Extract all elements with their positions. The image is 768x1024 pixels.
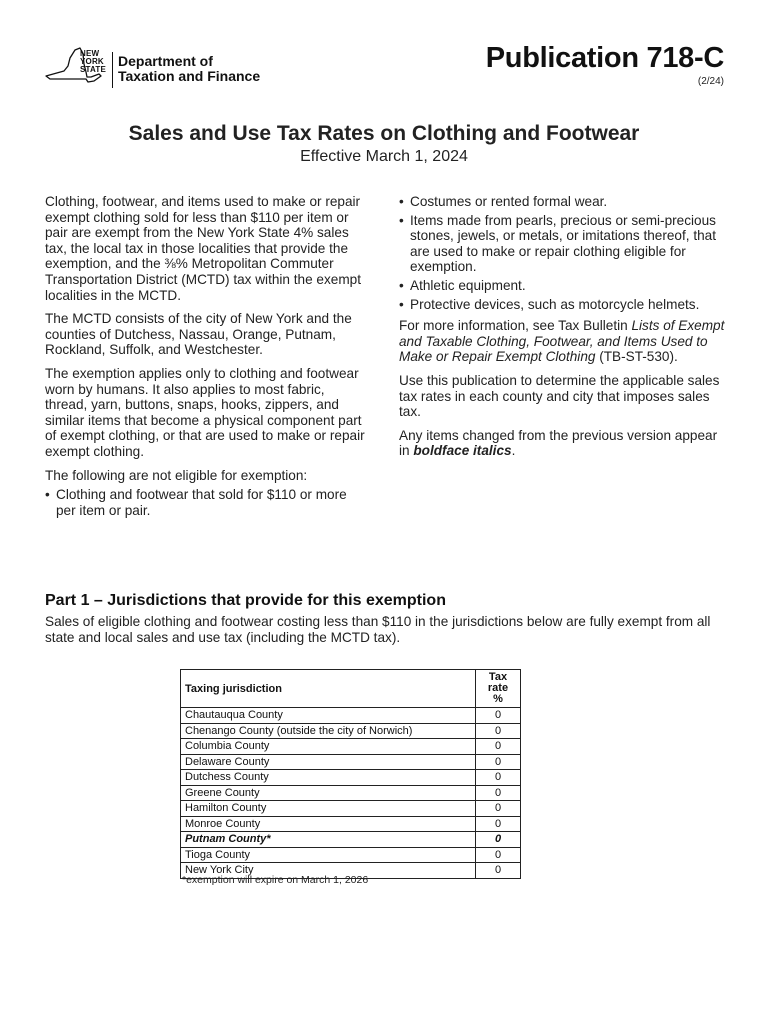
- list-item-text: Clothing and footwear that sold for $110 or more per item or pair.: [56, 487, 347, 518]
- jurisdiction-cell: Chautauqua County: [181, 708, 476, 724]
- changes-suffix: .: [511, 443, 516, 459]
- column-header-jurisdiction: Taxing jurisdiction: [181, 670, 476, 708]
- tax-rate-header-line1: Tax rate: [487, 671, 509, 694]
- scope-paragraph: The exemption applies only to clothing and footwear worn by humans. It also applies to most fabric, thread, yarn, buttons, snaps, hooks, zippers, and similar items that become a physical component part of exempt clothing, or that are used to make or repair exempt clothing.: [45, 365, 365, 459]
- tax-rate-cell: 0: [476, 739, 521, 755]
- table-row: [181, 785, 521, 801]
- table-row: [181, 723, 521, 739]
- changes-prefix: Any items changed from the previous version appear in: [399, 427, 718, 459]
- page-header: [44, 42, 724, 92]
- mctd-paragraph: The MCTD consists of the city of New York and the counties of Dutchess, Nassau, Orange, Putnam, Rockland, Suffolk, and Westchester.: [45, 311, 352, 358]
- tax-rate-cell: 0: [476, 785, 521, 801]
- part1-heading: Part 1 – Jurisdictions that provide for this exemption: [45, 592, 446, 609]
- part1-description: Sales of eligible clothing and footwear costing less than $110 in the jurisdictions below are fully exempt from all state and local sales and use tax (including the MCTD tax).: [45, 614, 711, 645]
- table-header-row: [181, 670, 521, 708]
- tax-rate-header-line2: %: [493, 693, 503, 705]
- jurisdiction-rates-table: [180, 669, 521, 879]
- logo-text-new: NEW: [80, 49, 100, 58]
- left-column: [45, 194, 365, 524]
- table-row: [181, 708, 521, 724]
- list-item: [45, 487, 365, 518]
- table-row: [181, 847, 521, 863]
- department-name: [118, 54, 288, 84]
- tax-rate-cell: 0: [476, 708, 521, 724]
- jurisdiction-cell: New York City: [181, 863, 476, 879]
- bullet-icon: •: [399, 212, 404, 228]
- jurisdiction-cell: Hamilton County: [181, 801, 476, 817]
- jurisdiction-cell: Tioga County: [181, 847, 476, 863]
- list-item: [399, 213, 725, 275]
- table-row: [181, 739, 521, 755]
- jurisdiction-cell: Dutchess County: [181, 770, 476, 786]
- logo-text-york: YORK: [80, 57, 104, 66]
- logo-text-state: STATE: [80, 65, 107, 74]
- tax-rate-cell: 0: [476, 832, 521, 848]
- more-info-suffix: (TB-ST-530).: [595, 349, 678, 365]
- intro-paragraph: Clothing, footwear, and items used to make or repair exempt clothing sold for less than $110 per item or pair are exempt from the New York State 4% sales tax, the local tax in those localities that provide the exemption, and the ⅜% Metropolitan Commuter Transportation District (MCTD) tax within the exempt localities in the MCTD.: [45, 194, 362, 303]
- logo-divider: [112, 52, 113, 88]
- tax-rate-cell: 0: [476, 816, 521, 832]
- tax-bulletin-title: Lists of Exempt and Taxable Clothing, Footwear, and Items Used to Make or Repair Exempt Clothing: [399, 318, 725, 365]
- jurisdiction-cell: Monroe County: [181, 816, 476, 832]
- right-column: [399, 194, 725, 467]
- jurisdiction-cell: Putnam County*: [181, 832, 476, 848]
- bullet-icon: •: [399, 277, 404, 293]
- revision-date: (2/24): [697, 76, 724, 87]
- bullet-icon: •: [399, 194, 404, 209]
- list-item-text: Athletic equipment.: [410, 277, 526, 293]
- bullet-icon: •: [399, 296, 404, 312]
- publication-number: Publication 718-C: [485, 42, 724, 74]
- list-item-text: Protective devices, such as motorcycle helmets.: [410, 296, 700, 312]
- list-item-text: Items made from pearls, precious or semi-precious stones, jewels, or metals, or imitations thereof, that are used to make or repair clothing eligible for exemption.: [410, 212, 716, 275]
- more-info-prefix: For more information, see Tax Bulletin: [399, 318, 632, 334]
- not-eligible-list: [45, 487, 365, 518]
- usage-paragraph: Use this publication to determine the applicable sales tax rates in each county and city that imposes sales tax.: [399, 372, 720, 420]
- effective-date: Effective March 1, 2024: [300, 148, 468, 165]
- nys-dtf-logo: [44, 46, 274, 90]
- changes-emphasis: boldface italics: [413, 443, 512, 459]
- tax-rate-cell: 0: [476, 847, 521, 863]
- table-row: [181, 754, 521, 770]
- jurisdiction-cell: Delaware County: [181, 754, 476, 770]
- table-body: [181, 708, 521, 879]
- tax-rate-cell: 0: [476, 770, 521, 786]
- list-item: [399, 278, 725, 294]
- department-line-1: Department of: [118, 53, 213, 69]
- table-row: [181, 816, 521, 832]
- list-item-text: Costumes or rented formal wear.: [410, 194, 608, 209]
- document-title: Sales and Use Tax Rates on Clothing and Footwear: [128, 122, 640, 145]
- table-row: [181, 770, 521, 786]
- list-item: [399, 297, 725, 313]
- logo-state-text: [80, 50, 106, 74]
- jurisdiction-cell: Greene County: [181, 785, 476, 801]
- tax-rate-cell: 0: [476, 754, 521, 770]
- more-info-paragraph: [399, 318, 725, 365]
- tax-rate-cell: 0: [476, 723, 521, 739]
- not-eligible-intro: The following are not eligible for exemption:: [45, 467, 308, 483]
- table-row: [181, 832, 521, 848]
- bullet-icon: •: [45, 487, 50, 503]
- table-row: [181, 801, 521, 817]
- jurisdiction-cell: Chenango County (outside the city of Norwich): [181, 723, 476, 739]
- tax-rate-cell: 0: [476, 863, 521, 879]
- list-item: [399, 194, 725, 210]
- not-eligible-list-continued: [399, 194, 725, 312]
- department-line-2: Taxation and Finance: [118, 68, 261, 84]
- changes-paragraph: [399, 428, 725, 459]
- column-header-tax-rate: [476, 670, 521, 708]
- tax-rate-cell: 0: [476, 801, 521, 817]
- jurisdiction-cell: Columbia County: [181, 739, 476, 755]
- table-footnote: *exemption will expire on March 1, 2026: [182, 874, 369, 886]
